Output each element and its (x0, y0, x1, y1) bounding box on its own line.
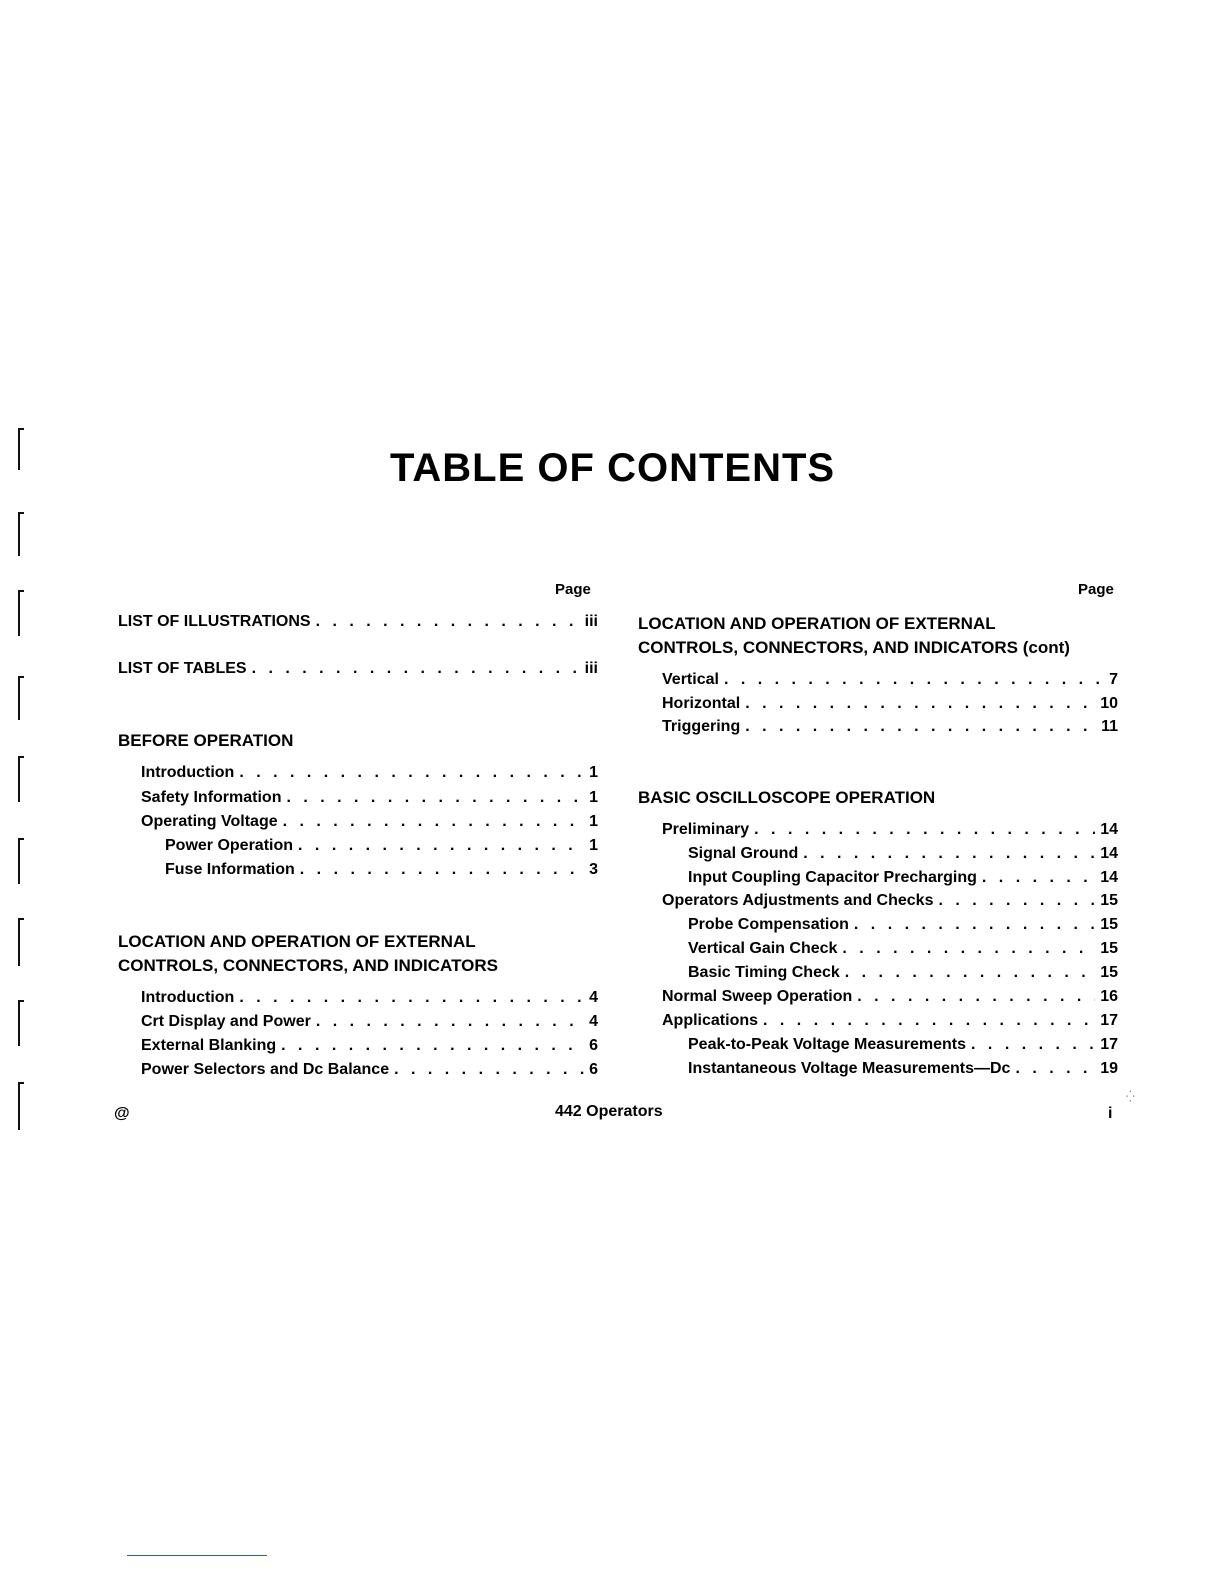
toc-entry-label: Introduction (141, 764, 235, 781)
toc-entry-page: 1 (589, 764, 598, 781)
toc-entry-label: Normal Sweep Operation (662, 988, 853, 1005)
toc-entry[interactable] (141, 1058, 598, 1081)
toc-entry-page: 14 (1100, 821, 1118, 838)
margin-mark (18, 1082, 26, 1130)
toc-entry[interactable] (141, 810, 598, 833)
toc-entry-label: Vertical Gain Check (688, 940, 838, 957)
toc-entry[interactable] (141, 986, 598, 1009)
toc-entry-label: Triggering (662, 718, 741, 735)
toc-entry[interactable] (662, 818, 1118, 841)
leader-dots (724, 668, 1104, 691)
toc-entry-page: 15 (1100, 940, 1118, 957)
margin-mark (18, 1000, 26, 1046)
footer-manual-title: 442 Operators (555, 1103, 663, 1120)
toc-entry-page: 1 (589, 837, 598, 854)
margin-mark (18, 838, 26, 884)
margin-mark (18, 756, 26, 802)
toc-entry[interactable] (688, 937, 1118, 960)
toc-entry-label: Vertical (662, 671, 719, 688)
toc-entry-page: 3 (589, 861, 598, 878)
toc-entry-label: Applications (662, 1012, 759, 1029)
toc-entry-list-of-tables[interactable] (118, 657, 598, 680)
link-underline (127, 1555, 267, 1556)
leader-dots (938, 889, 1095, 912)
section-heading-location-line2: CONTROLS, CONNECTORS, AND INDICATORS (118, 956, 498, 975)
toc-entry[interactable] (141, 761, 598, 784)
toc-entry-page: 6 (589, 1037, 598, 1054)
leader-dots (316, 610, 580, 633)
toc-entry[interactable] (688, 913, 1118, 936)
left-page-header: Page (555, 581, 591, 598)
toc-entry[interactable] (165, 858, 598, 881)
leader-dots (239, 761, 584, 784)
toc-entry-page: 1 (589, 789, 598, 806)
toc-entry-page: 7 (1109, 671, 1118, 688)
leader-dots (842, 937, 1095, 960)
toc-entry-page: 17 (1100, 1036, 1118, 1053)
toc-entry[interactable] (688, 961, 1118, 984)
leader-dots (316, 1010, 584, 1033)
toc-entry-page: 4 (589, 989, 598, 1006)
toc-entry-page: 11 (1101, 718, 1118, 735)
margin-mark (18, 512, 26, 556)
leader-dots (745, 692, 1095, 715)
toc-entry-label: Crt Display and Power (141, 1013, 311, 1030)
toc-entry[interactable] (662, 889, 1118, 912)
scan-speck: ⁛ (1126, 1091, 1135, 1103)
leader-dots (394, 1058, 584, 1081)
toc-entry[interactable] (688, 842, 1118, 865)
leader-dots (982, 866, 1095, 889)
toc-entry[interactable] (165, 834, 598, 857)
section-heading-location-cont-line2: CONTROLS, CONNECTORS, AND INDICATORS (cont) (638, 638, 1070, 657)
toc-entry-page: 6 (589, 1061, 598, 1078)
toc-entry-label: Introduction (141, 989, 235, 1006)
toc-entry[interactable] (662, 985, 1118, 1008)
toc-entry-label: Safety Information (141, 789, 282, 806)
leader-dots (857, 985, 1095, 1008)
toc-entry-label: Operating Voltage (141, 813, 278, 830)
toc-entry-page: 15 (1100, 964, 1118, 981)
leader-dots (971, 1033, 1095, 1056)
toc-entry-label: LIST OF ILLUSTRATIONS (118, 613, 311, 630)
toc-entry-label: Power Operation (165, 837, 294, 854)
toc-entry[interactable] (662, 1009, 1118, 1032)
margin-mark (18, 918, 26, 966)
toc-entry-page: 15 (1100, 892, 1118, 909)
section-heading-basic-operation: BASIC OSCILLOSCOPE OPERATION (638, 788, 936, 807)
leader-dots (845, 961, 1095, 984)
footer-copyright-symbol: @ (114, 1105, 130, 1122)
leader-dots (298, 834, 584, 857)
section-heading-location-cont-line1: LOCATION AND OPERATION OF EXTERNAL (638, 614, 996, 633)
toc-entry-page: 16 (1100, 988, 1118, 1005)
toc-entry-page: 17 (1100, 1012, 1118, 1029)
footer-page-number: i (1108, 1105, 1113, 1122)
toc-entry[interactable] (662, 692, 1118, 715)
toc-entry[interactable] (688, 866, 1118, 889)
leader-dots (1015, 1057, 1095, 1080)
toc-entry-label: Instantaneous Voltage Measurements—Dc (688, 1060, 1011, 1077)
section-heading-before-operation: BEFORE OPERATION (118, 731, 294, 750)
toc-entry[interactable] (141, 1034, 598, 1057)
leader-dots (300, 858, 584, 881)
toc-entry-label: Probe Compensation (688, 916, 849, 933)
toc-entry-label: LIST OF TABLES (118, 660, 247, 677)
toc-entry[interactable] (688, 1057, 1118, 1080)
leader-dots (252, 657, 580, 680)
leader-dots (745, 715, 1096, 738)
leader-dots (854, 913, 1095, 936)
toc-entry[interactable] (141, 1010, 598, 1033)
toc-entry-label: Power Selectors and Dc Balance (141, 1061, 390, 1078)
leader-dots (281, 1034, 584, 1057)
toc-entry-page: 1 (589, 813, 598, 830)
toc-entry[interactable] (662, 668, 1118, 691)
leader-dots (803, 842, 1095, 865)
toc-entry-list-of-illustrations[interactable] (118, 610, 598, 633)
toc-entry[interactable] (662, 715, 1118, 738)
toc-entry-page: 10 (1100, 695, 1118, 712)
margin-mark (18, 590, 26, 636)
section-heading-location-line1: LOCATION AND OPERATION OF EXTERNAL (118, 932, 476, 951)
toc-entry-page: 19 (1100, 1060, 1118, 1077)
toc-entry-label: Input Coupling Capacitor Precharging (688, 869, 977, 886)
toc-entry-label: Signal Ground (688, 845, 799, 862)
leader-dots (239, 986, 584, 1009)
margin-mark (18, 676, 26, 720)
page-title: TABLE OF CONTENTS (389, 446, 836, 490)
toc-entry[interactable] (141, 786, 598, 809)
right-page-header: Page (1078, 581, 1114, 598)
leader-dots (286, 786, 584, 809)
toc-entry-label: Fuse Information (165, 861, 295, 878)
toc-entry-page: 4 (589, 1013, 598, 1030)
toc-entry[interactable] (688, 1033, 1118, 1056)
leader-dots (754, 818, 1095, 841)
toc-entry-page: iii (584, 613, 598, 630)
leader-dots (283, 810, 584, 833)
toc-entry-page: 15 (1100, 916, 1118, 933)
toc-entry-label: External Blanking (141, 1037, 277, 1054)
toc-entry-page: 14 (1100, 845, 1118, 862)
toc-entry-page: iii (584, 660, 598, 677)
toc-entry-label: Peak-to-Peak Voltage Measurements (688, 1036, 967, 1053)
toc-entry-label: Operators Adjustments and Checks (662, 892, 934, 909)
toc-entry-label: Basic Timing Check (688, 964, 840, 981)
leader-dots (763, 1009, 1095, 1032)
toc-entry-page: 14 (1100, 869, 1118, 886)
toc-entry-label: Preliminary (662, 821, 750, 838)
toc-entry-label: Horizontal (662, 695, 741, 712)
